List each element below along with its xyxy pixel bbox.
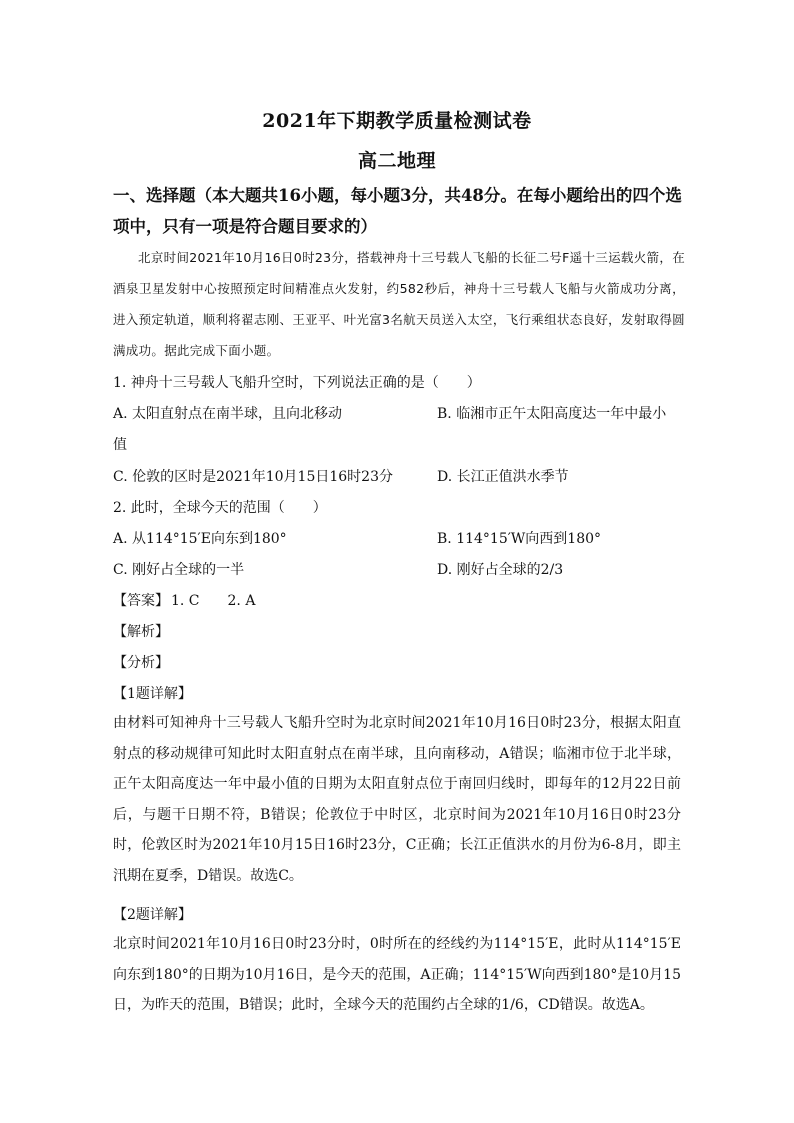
answer-value: 1. C 2. A [171, 593, 256, 609]
q1-option-b-continued: 值 [113, 437, 127, 453]
q1-option-a: A. 太阳直射点在南半球，且向北移动 [113, 406, 343, 422]
reading-passage: 北京时间2021年10月16日0时23分，搭载神舟十三号载人飞船的长征二号F遥十三运载火箭，在酒泉卫星发射中心按照预定时间精准点火发射，约582秒后，神舟十三号载人飞船与火箭成功分离，进入预定轨道，顺利将翟志刚、王亚平、叶光富3名航天员送入太空，飞行乘组状态良好，发射取得圆满成功。据此完成下面小题。 [113, 250, 685, 358]
q1-option-b: B. 临湘市正午太阳高度达一年中最小 [437, 406, 667, 422]
answer-line [113, 590, 255, 612]
q2-detail-label: 【2题详解】 [113, 907, 192, 923]
q2-explanation: 北京时间2021年10月16日0时23分时，0时所在的经线约为114°15′E，此时从114°15′E向东到180°的日期为10月16日，是今天的范围，A正确；114°15′W向西到180°是10月15日，为昨天的范围，B错误；此时，全球今天的范围约占全球的1/6，CD错误。故选A。 [113, 936, 681, 1013]
q2-option-d: D. 刚好占全球的2/3 [437, 562, 564, 578]
question-1-stem: 1. 神舟十三号载人飞船升空时，下列说法正确的是（ ） [113, 375, 481, 391]
analysis-label: 【解析】 [113, 624, 169, 640]
q2-option-a: A. 从114°15′E向东到180° [113, 531, 287, 547]
exam-title: 2021年下期教学质量检测试卷 [262, 110, 532, 132]
q1-option-d: D. 长江正值洪水季节 [437, 469, 569, 485]
question-2-stem: 2. 此时，全球今天的范围（ ） [113, 500, 327, 516]
answer-label: 【答案】 [113, 593, 169, 609]
breakdown-label: 【分析】 [113, 655, 169, 671]
q1-option-c: C. 伦敦的区时是2021年10月15日16时23分 [113, 469, 393, 485]
section-heading: 一、选择题（本大题共16小题，每小题3分，共48分。在每小题给出的四个选项中，只有一项是符合题目要求的） [113, 186, 682, 236]
q1-explanation: 由材料可知神舟十三号载人飞船升空时为北京时间2021年10月16日0时23分，根据太阳直射点的移动规律可知此时太阳直射点在南半球，且向南移动，A错误；临湘市位于北半球，正午太阳高度达一年中最小值的日期为太阳直射点位于南回归线时，即每年的12月22日前后，与题干日期不符，B错误；伦敦位于中时区，北京时间为2021年10月16日0时23分时，伦敦区时为2021年10月15日16时23分，C正确；长江正值洪水的月份为6-8月，即主汛期在夏季，D错误。故选C。 [113, 715, 681, 884]
q2-option-c: C. 刚好占全球的一半 [113, 562, 245, 578]
q1-detail-label: 【1题详解】 [113, 686, 192, 702]
exam-subject: 高二地理 [357, 150, 436, 172]
q2-option-b: B. 114°15′W向西到180° [437, 531, 602, 547]
